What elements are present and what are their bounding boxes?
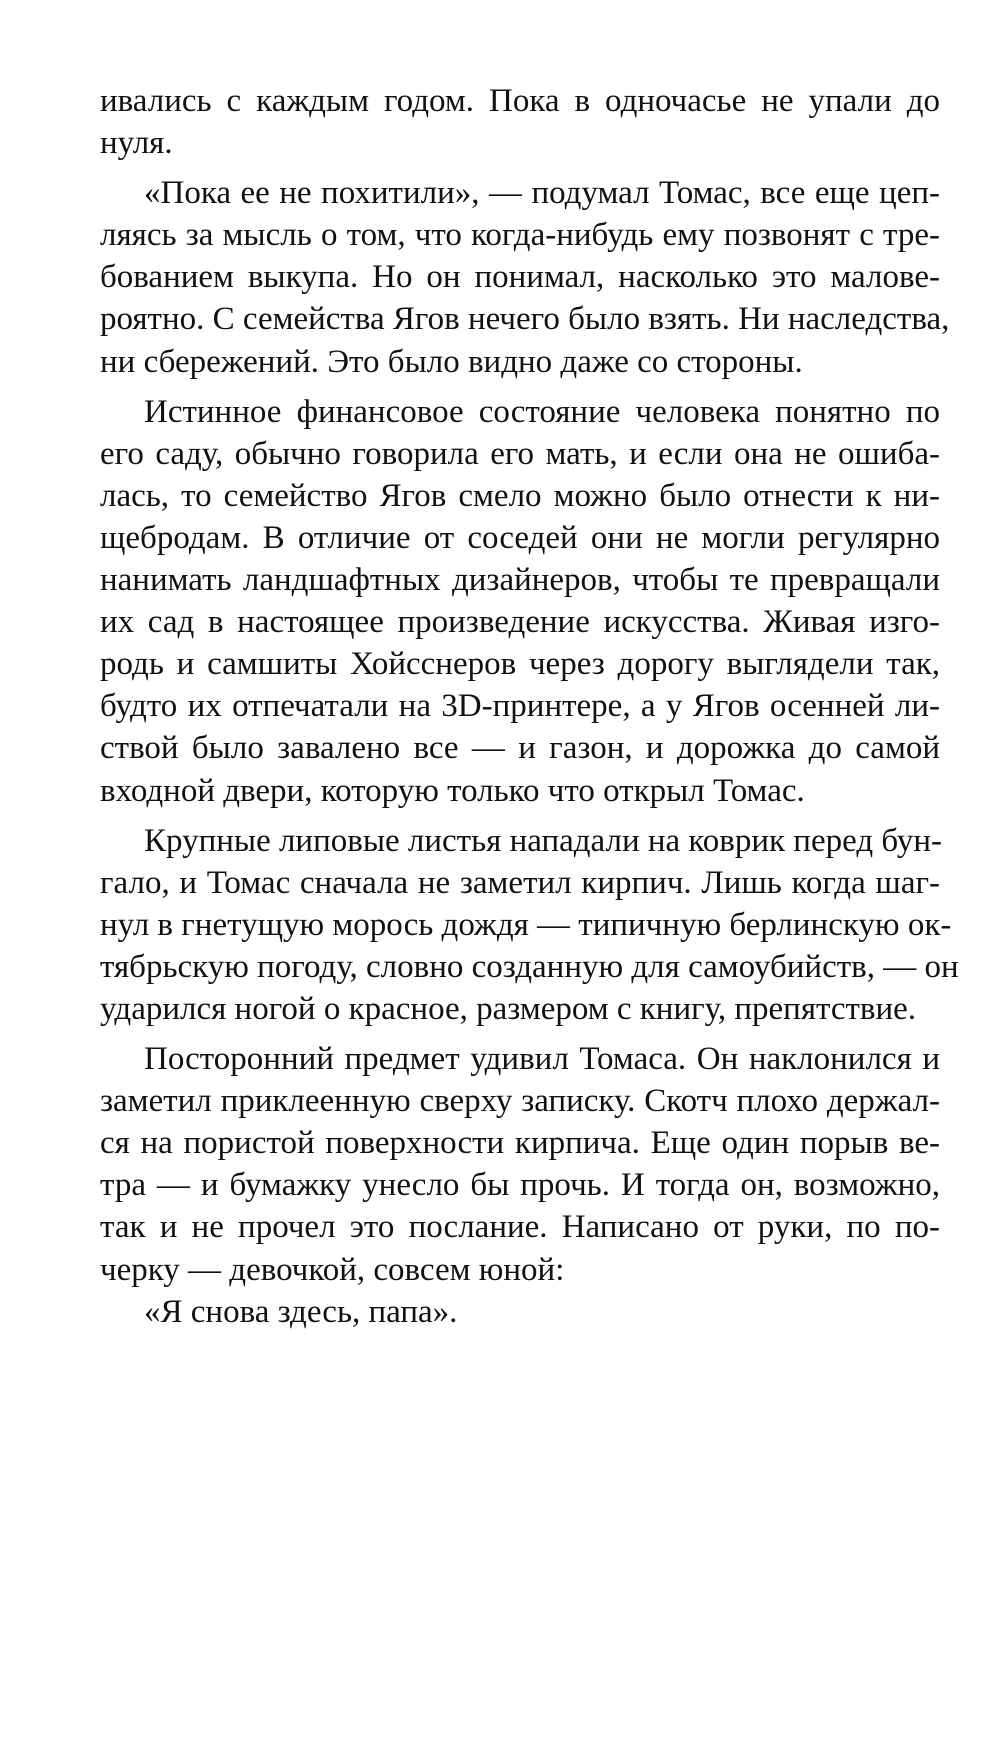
text-line: будто их отпечатали на 3D-принтере, а у Ягов осенней ли- (100, 688, 940, 725)
text-line: черку — девочкой, совсем юной: (100, 1251, 565, 1288)
paragraph (100, 1038, 940, 1291)
text-line: гало, и Томас сначала не заметил кирпич. Лишь когда шаг- (100, 864, 940, 901)
text-line: нул в гнетущую морось дождя — типичную берлинскую ок- (100, 906, 952, 943)
text-line: бованием выкупа. Но он понимал, насколько это малове- (100, 259, 940, 296)
text-line: ни сбережений. Это было видно даже со стороны. (100, 343, 803, 380)
text-line: заметил приклеенную сверху записку. Скотч плохо держал- (100, 1083, 940, 1120)
text-line: ся на пористой поверхности кирпича. Еще один порыв ве- (100, 1125, 940, 1162)
text-line: их сад в настоящее произведение искусства. Живая изго- (100, 604, 940, 641)
text-line: щебродам. В отличие от соседей они не могли регулярно (100, 519, 940, 556)
text-line: лась, то семейство Ягов смело можно было отнести к ни- (100, 477, 940, 514)
text-line: ивались с каждым годом. Пока в одночасье не упали до (100, 83, 940, 119)
text-line: ляясь за мысль о том, что когда-нибудь ему позвонят с тре- (100, 217, 940, 254)
paragraph (100, 172, 950, 382)
paragraph (100, 1291, 940, 1333)
paragraph (100, 391, 940, 812)
text-line: Истинное финансовое состояние человека понятно по (144, 393, 940, 430)
text-line: его саду, обычно говорила его мать, и если она не ошиба- (100, 435, 940, 472)
text-line: роятно. С семейства Ягов нечего было взять. Ни наследства, (100, 301, 950, 338)
text-line: нуля. (100, 125, 173, 162)
text-line: тра — и бумажку унесло бы прочь. И тогда он, возможно, (100, 1167, 940, 1204)
text-line: ударился ногой о красное, размером с книгу, препятствие. (100, 990, 917, 1027)
body-text (100, 80, 959, 1333)
text-line: нанимать ландшафтных дизайнеров, чтобы те превращали (100, 562, 940, 599)
text-line: «Я снова здесь, папа». (144, 1293, 458, 1330)
text-line: Крупные липовые листья нападали на коврик перед бун- (144, 822, 943, 859)
text-line: ствой было завалено все — и газон, и дорожка до самой (100, 730, 940, 767)
paragraph (100, 80, 940, 164)
text-line: тябрьскую погоду, словно созданную для самоубийств, — он (100, 948, 959, 985)
paragraph (100, 820, 959, 1030)
text-line: так и не прочел это послание. Написано от руки, по по- (100, 1209, 940, 1246)
text-line: «Пока ее не похитили», — подумал Томас, все еще цеп- (144, 175, 940, 212)
text-line: входной двери, которую только что открыл Томас. (100, 772, 805, 809)
text-line: Посторонний предмет удивил Томаса. Он наклонился и (144, 1041, 940, 1078)
text-line: родь и самшиты Хойсснеров через дорогу выглядели так, (100, 646, 940, 683)
